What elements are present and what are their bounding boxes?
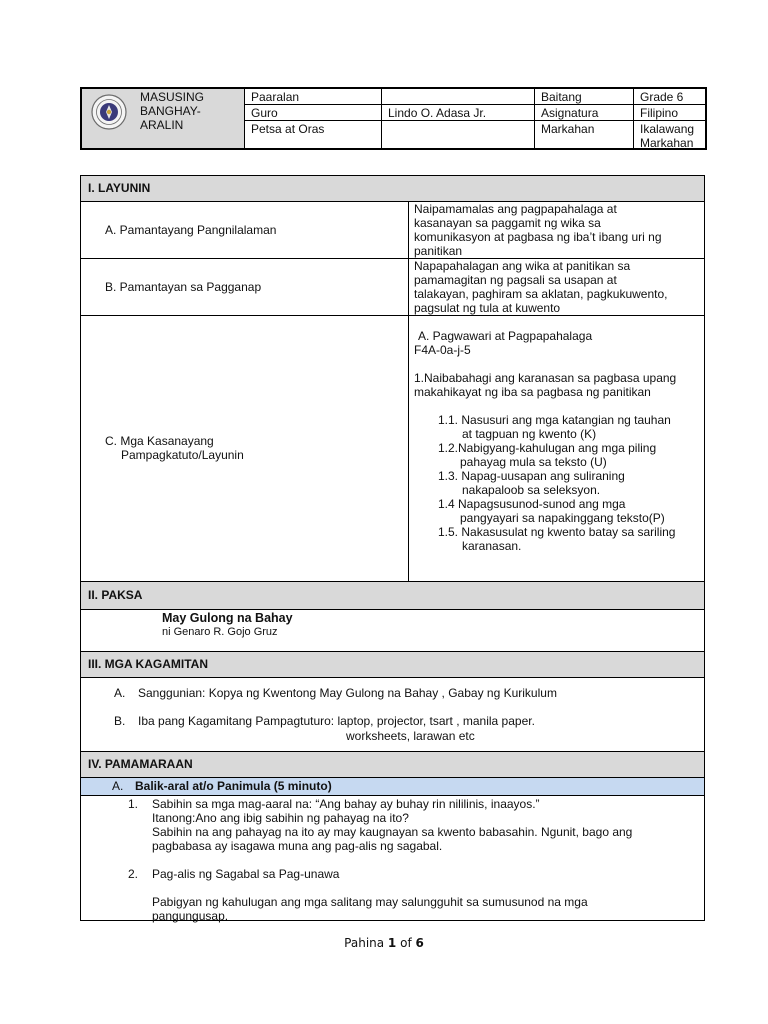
- a-text-line: komunikasyon at pagbasa ng iba’t ibang uri ng: [414, 230, 662, 244]
- asignatura-value: Filipino: [634, 105, 705, 121]
- kagamitan-b-marker: B.: [114, 714, 126, 728]
- asignatura-label: Asignatura: [535, 105, 634, 121]
- balik-aral-marker: A.: [112, 779, 124, 793]
- pamantayan-sa-pagganap-label: B. Pamantayan sa Pagganap: [105, 280, 262, 294]
- sub-objective-line: 1.3. Napag-uusapan ang suliraning: [438, 469, 625, 483]
- b-text-line: pagsulat ng tula at kuwento: [414, 301, 561, 315]
- petsa-value: [382, 121, 535, 148]
- pamantayan-sa-pagganap-text: [414, 259, 704, 315]
- kagamitan-b-line-1: Iba pang Kagamitang Pampagtuturo: laptop, projector, tsart , manila paper.: [138, 714, 535, 728]
- a-text-line: kasanayan sa paggamit ng wika sa: [414, 216, 601, 230]
- sub-objective-line: pangyayari sa napakinggang teksto(P): [460, 511, 665, 525]
- story-title: May Gulong na Bahay: [162, 611, 293, 625]
- sub-objective-2: [414, 441, 704, 469]
- mga-kasanayang-content: [414, 329, 704, 553]
- sub-objective-line: at tagpuan ng kwento (K): [462, 427, 597, 441]
- kagamitan-a-text: Sanggunian: Kopya ng Kwentong May Gulong na Bahay , Gabay ng Kurikulum: [138, 686, 557, 700]
- kagamitan-b-line-2: worksheets, larawan etc: [346, 729, 475, 743]
- paaralan-value: [382, 89, 535, 105]
- footer-total-pages: 6: [415, 936, 424, 950]
- a-text-line: panitikan: [414, 244, 463, 258]
- footer-page-number: 1: [387, 936, 397, 950]
- item-1-line: Itanong:Ano ang ibig sabihin ng pahayag na ito?: [152, 811, 409, 825]
- title-line-1: MASUSING: [140, 90, 205, 104]
- main-objective-line: 1.Naibabahagi ang karanasan sa pagbasa upang: [414, 371, 677, 385]
- story-author: ni Genaro R. Gojo Gruz: [162, 626, 278, 638]
- lesson-table: [80, 175, 705, 921]
- section-layunin-heading: I. LAYUNIN: [81, 176, 704, 202]
- petsa-label: Petsa at Oras: [245, 121, 382, 148]
- pagwawari-heading: A. Pagwawari at Pagpapahalaga: [418, 329, 593, 343]
- markahan-value-line-1: Ikalawang: [640, 122, 695, 136]
- sub-objective-line: karanasan.: [462, 539, 522, 553]
- balik-aral-heading: Balik-aral at/o Panimula (5 minuto): [135, 779, 332, 793]
- page-footer: [0, 936, 768, 950]
- c-label-line-2: Pampagkatuto/Layunin: [121, 448, 244, 462]
- sub-objective-1: [414, 413, 704, 441]
- sub-objective-line: 1.1. Nasusuri ang mga katangian ng tauhan: [438, 413, 671, 427]
- item-2-number: 2.: [128, 867, 139, 881]
- markahan-value-line-2: Markahan: [640, 136, 694, 150]
- footer-of: of: [396, 936, 416, 950]
- sub-objective-line: pahayag mula sa teksto (U): [460, 455, 607, 469]
- item-2-title: Pag-alis ng Sagabal sa Pag-unawa: [152, 867, 340, 881]
- item-2-text: [152, 895, 702, 923]
- guro-label: Guro: [245, 105, 382, 121]
- deped-seal-icon: [91, 94, 127, 130]
- pamantayang-pangnilalaman-text: [414, 202, 704, 258]
- b-text-line: talakayan, paghiram sa aklatan, pagkukuwento,: [414, 287, 668, 301]
- baitang-label: Baitang: [535, 89, 634, 105]
- section-pamamaraan-heading: IV. PAMAMARAAN: [81, 752, 704, 778]
- layunin-row-b: [81, 259, 704, 316]
- markahan-label: Markahan: [535, 121, 634, 148]
- b-text-line: pamamagitan ng pagsali sa usapan at: [414, 273, 617, 287]
- item-1-text: [152, 797, 702, 853]
- sub-objective-line: 1.4 Napagsusunod-sunod ang mga: [438, 497, 626, 511]
- item-1-line: Sabihin sa mga mag-aaral na: “Ang bahay ay buhay rin nililinis, inaayos.”: [152, 797, 540, 811]
- baitang-value: Grade 6: [634, 89, 705, 105]
- header-table: [80, 87, 707, 150]
- sub-objective-3: [414, 469, 704, 497]
- kagamitan-content: [81, 678, 704, 752]
- sub-objective-4: [414, 497, 704, 525]
- pamamaraan-content: [81, 796, 704, 922]
- main-objective-line: makahikayat ng iba sa pagbasa ng panitikan: [414, 385, 651, 399]
- sub-objective-line: nakapaloob sa seleksyon.: [462, 483, 601, 497]
- column-divider: [408, 202, 409, 582]
- title-cell: [82, 89, 245, 148]
- guro-value: Lindo O. Adasa Jr.: [382, 105, 535, 121]
- balik-aral-subheading: [81, 778, 704, 796]
- c-label-line-1: C. Mga Kasanayang: [105, 434, 214, 448]
- title-line-2: BANGHAY-: [140, 104, 201, 118]
- item-2-line: pangungusap.: [152, 909, 229, 923]
- a-text-line: Naipamamalas ang pagpapahalaga at: [414, 202, 617, 216]
- sub-objective-5: [414, 525, 704, 553]
- pamantayang-pangnilalaman-label: A. Pamantayang Pangnilalaman: [105, 223, 277, 237]
- layunin-row-a: [81, 202, 704, 259]
- layunin-row-c: [81, 316, 704, 582]
- item-1-line: Sabihin na ang pahayag na ito ay may kaugnayan sa kwento babasahin. Ngunit, bago ang: [152, 825, 633, 839]
- mga-kasanayang-label: [105, 434, 244, 462]
- sub-objective-line: 1.2.Nabigyang-kahulugan ang mga piling: [438, 441, 657, 455]
- markahan-value: [634, 121, 705, 148]
- item-1-line: pagbabasa ay isagawa muna ang pag-alis ng sagabal.: [152, 839, 443, 853]
- paksa-content: [81, 610, 704, 652]
- sub-objective-line: 1.5. Nakasusulat ng kwento batay sa sariling: [438, 525, 676, 539]
- b-text-line: Napapahalagan ang wika at panitikan sa: [414, 259, 631, 273]
- section-kagamitan-heading: III. MGA KAGAMITAN: [81, 652, 704, 678]
- paaralan-label: Paaralan: [245, 89, 382, 105]
- item-2-line: Pabigyan ng kahulugan ang mga salitang may salungguhit sa sumusunod na mga: [152, 895, 588, 909]
- section-paksa-heading: II. PAKSA: [81, 582, 704, 610]
- competency-code: F4A-0a-j-5: [414, 343, 471, 357]
- footer-prefix: Pahina: [344, 936, 388, 950]
- title-line-3: ARALIN: [140, 118, 184, 132]
- kagamitan-a-marker: A.: [114, 686, 126, 700]
- item-1-number: 1.: [128, 797, 139, 811]
